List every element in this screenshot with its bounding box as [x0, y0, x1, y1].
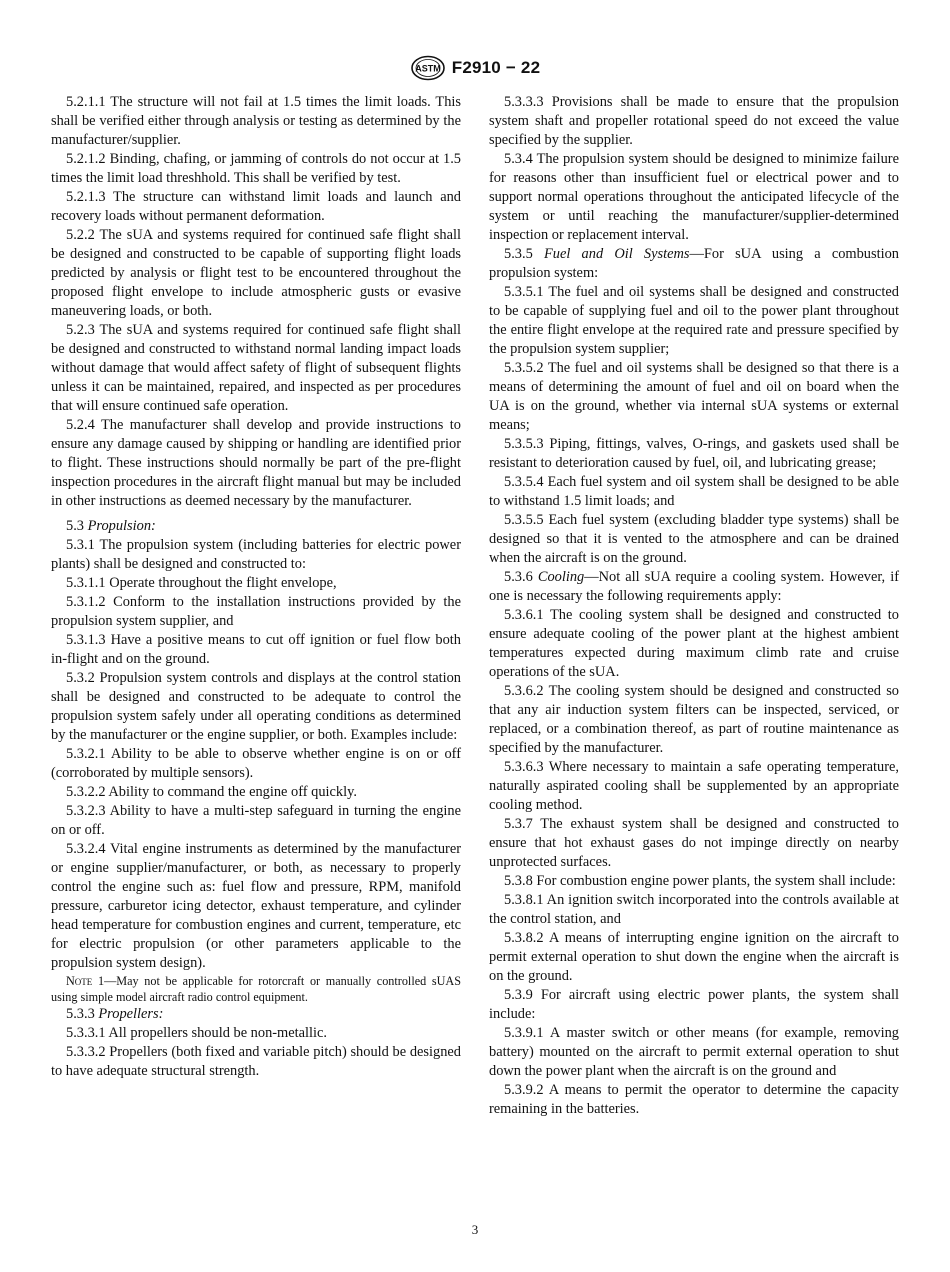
right-column [489, 93, 899, 1119]
clause-text: The exhaust system shall be designed and constructed to ensure that hot exhaust gases do not impinge directly on nearby unprotected surfaces. [489, 816, 899, 870]
clause-text: Ability to have a multi-step safeguard in turning the engine on or off. [51, 803, 461, 838]
clause-number: 5.3.6.2 [504, 683, 544, 699]
clause-5-3-3-3 [489, 93, 899, 150]
clause-text: Binding, chafing, or jamming of controls do not occur at 1.5 times the limit load threshhold. This shall be verified by test. [51, 151, 461, 186]
clause-5-2-4 [51, 416, 461, 511]
clause-number: 5.3.3.3 [504, 94, 544, 110]
clause-number: 5.3.5 [504, 246, 533, 262]
clause-5-3-3-2 [51, 1043, 461, 1081]
clause-text: The sUA and systems required for continued safe flight shall be designed and constructed to be capable of supporting flight loads predicted by analysis or flight test to be encountered throughout the proposed flight envelope to include atmospheric gusts or evasive maneuvering loads, or both. [51, 227, 461, 319]
clause-text: Each fuel system (excluding bladder type systems) shall be designed so that it is vented to the atmosphere and can be drained when the aircraft is on the ground. [489, 512, 899, 566]
clause-5-3-1 [51, 536, 461, 574]
clause-text: The structure can withstand limit loads and launch and recovery loads without permanent deformation. [51, 189, 461, 224]
clause-text: Provisions shall be made to ensure that the propulsion system shaft and propeller rotational speed do not exceed the value specified by the supplier. [489, 94, 899, 148]
clause-5-3-8-1 [489, 891, 899, 929]
clause-text: The cooling system should be designed and constructed so that any air induction system filters can be inspected, serviced, or replaced, or a combination thereof, as part of routine maintenance as specified by the manufacturer. [489, 683, 899, 756]
clause-number: 5.3.5.2 [504, 360, 544, 376]
clause-number: 5.2.1.2 [66, 151, 106, 167]
clause-text: For aircraft using electric power plants, the system shall include: [489, 987, 899, 1022]
clause-text: —For sUA using a combustion propulsion system: [489, 246, 899, 281]
clause-5-3-1-1 [51, 574, 461, 593]
clause-text: A master switch or other means (for example, removing battery) mounted on the aircraft to permit external operation to shut down the power plant when the aircraft is on the ground and [489, 1025, 899, 1079]
clause-5-3-5-4 [489, 473, 899, 511]
clause-text: Propellers (both fixed and variable pitch) should be designed to have adequate structural strength. [51, 1044, 461, 1079]
clause-5-2-3 [51, 321, 461, 416]
page-number: 3 [471, 1222, 479, 1237]
clause-5-3-2 [51, 669, 461, 745]
clause-number: 5.3.9 [504, 987, 533, 1003]
clause-text: Ability to command the engine off quickly. [108, 784, 357, 800]
clause-text: Conform to the installation instructions provided by the propulsion system supplier, and [51, 594, 461, 629]
clause-text: —Not all sUA require a cooling system. However, if one is necessary the following requirements apply: [489, 569, 899, 604]
clause-text: The cooling system shall be designed and constructed to ensure adequate cooling of the power plant at the highest ambient temperatures expected during maximum climb rate and cruise operations of the sUA. [489, 607, 899, 680]
page-header [0, 55, 950, 81]
clause-heading: Propulsion: [87, 518, 156, 534]
svg-text:ASTM: ASTM [415, 63, 441, 74]
clause-number: 5.3.8.2 [504, 930, 544, 946]
clause-5-3-2-3 [51, 802, 461, 840]
clause-5-3-7 [489, 815, 899, 872]
clause-number: 5.3.5.4 [504, 474, 544, 490]
note-text: —May not be applicable for rotorcraft or manually controlled sUAS using simple model aircraft radio control equipment. [51, 974, 461, 1004]
clause-number: 5.3.2.3 [66, 803, 106, 819]
clause-5-3-1-3 [51, 631, 461, 669]
clause-number: 5.2.1.3 [66, 189, 106, 205]
clause-number: 5.3.6 [504, 569, 533, 585]
clause-number: 5.3.8 [504, 873, 533, 889]
clause-5-3-8-2 [489, 929, 899, 986]
clause-number: 5.3.7 [504, 816, 533, 832]
clause-5-3-5-5 [489, 511, 899, 568]
clause-number: 5.3.1.1 [66, 575, 106, 591]
clause-text: A means of interrupting engine ignition on the aircraft to permit external operation to shut down the engine when the aircraft is on the ground. [489, 930, 899, 984]
clause-5-3-5-1 [489, 283, 899, 359]
clause-number: 5.2.1.1 [66, 94, 106, 110]
clause-number: 5.3.9.2 [504, 1082, 544, 1098]
clause-number: 5.3.1.2 [66, 594, 106, 610]
clause-5-3-4 [489, 150, 899, 245]
clause-text: Ability to be able to observe whether engine is on or off (corroborated by multiple sensors). [51, 746, 461, 781]
clause-number: 5.3.3.1 [66, 1025, 106, 1041]
clause-text: A means to permit the operator to determine the capacity remaining in the batteries. [489, 1082, 899, 1117]
clause-number: 5.3.2.4 [66, 841, 106, 857]
clause-heading: Propellers: [98, 1006, 164, 1022]
clause-text: Have a positive means to cut off ignition or fuel flow both in-flight and on the ground. [51, 632, 461, 667]
clause-5-3-2-2 [51, 783, 461, 802]
clause-number: 5.3.6.1 [504, 607, 544, 623]
clause-text: The fuel and oil systems shall be designed and constructed to be capable of supplying fuel and oil to the power plant throughout the entire flight envelope at the required rate and pressure specified by the propulsion system supplier; [489, 284, 899, 357]
clause-number: 5.2.4 [66, 417, 95, 433]
clause-number: 5.3.3 [66, 1006, 95, 1022]
clause-5-3-5-3 [489, 435, 899, 473]
clause-number: 5.3.1.3 [66, 632, 106, 648]
clause-5-3-5-2 [489, 359, 899, 435]
clause-5-3-3-1 [51, 1024, 461, 1043]
clause-5-2-1-2 [51, 150, 461, 188]
clause-5-3-6-1 [489, 606, 899, 682]
clause-5-2-1-3 [51, 188, 461, 226]
clause-number: 5.3.2.1 [66, 746, 106, 762]
clause-text: The fuel and oil systems shall be designed so that there is a means of determining the amount of fuel and oil on board when the UA is on the ground, whether via internal sUA systems or external means; [489, 360, 899, 433]
astm-logo-icon [410, 55, 446, 81]
clause-number: 5.2.3 [66, 322, 95, 338]
clause-5-3-9-1 [489, 1024, 899, 1081]
clause-text: Propulsion system controls and displays at the control station shall be designed and constructed to be adequate to control the propulsion system safely under all operating conditions as determined by the manufacturer or the engine supplier, or both. Examples include: [51, 670, 461, 743]
clause-text: The sUA and systems required for continued safe flight shall be designed and constructed to withstand normal landing impact loads without damage that would affect safety of flight of subsequent flights unless it can be maintained, repaired, and inspected as per procedures that will ensure continued safe operation. [51, 322, 461, 414]
clause-number: 5.3.4 [504, 151, 533, 167]
clause-5-3-6-2 [489, 682, 899, 758]
clause-number: 5.3.2.2 [66, 784, 106, 800]
clause-number: 5.3.2 [66, 670, 95, 686]
clause-number: 5.3.8.1 [504, 892, 544, 908]
clause-5-3-2-4 [51, 840, 461, 973]
clause-heading: Fuel and Oil Systems [543, 246, 690, 262]
left-column [51, 93, 461, 1081]
clause-text: Where necessary to maintain a safe operating temperature, naturally aspirated cooling shall be supplemented by an appropriate cooling method. [489, 759, 900, 813]
clause-number: 5.3.6.3 [504, 759, 544, 775]
clause-5-3-6-3 [489, 758, 899, 815]
note-label: Note 1 [66, 974, 105, 988]
clause-number: 5.3 [66, 518, 84, 534]
clause-number: 5.3.1 [66, 537, 95, 553]
clause-5-3-5 [489, 245, 899, 283]
clause-text: The propulsion system should be designed to minimize failure for reasons other than insufficient fuel or electrical power and to support normal operations throughout the anticipated lifecycle of the system or until reaching the manufacturer/supplier-determined inspection or replacement interval. [489, 151, 899, 243]
clause-text: Each fuel system and oil system shall be designed to be able to withstand 1.5 limit loads; and [489, 474, 899, 509]
clause-text: Operate throughout the flight envelope, [109, 575, 337, 591]
clause-5-3-3 [51, 1005, 461, 1024]
clause-5-3-2-1 [51, 745, 461, 783]
clause-text: All propellers should be non-metallic. [108, 1025, 327, 1041]
clause-number: 5.2.2 [66, 227, 95, 243]
document-id: F2910 − 22 [451, 58, 541, 77]
clause-5-3-6 [489, 568, 899, 606]
clause-text: The propulsion system (including batteries for electric power plants) shall be designed and constructed to: [51, 537, 461, 572]
clause-number: 5.3.3.2 [66, 1044, 106, 1060]
clause-5-3-1-2 [51, 593, 461, 631]
clause-5-3-9 [489, 986, 899, 1024]
clause-5-3-8 [489, 872, 899, 891]
clause-text: The manufacturer shall develop and provide instructions to ensure any damage caused by shipping or handling are identified prior to flight. These instructions should normally be part of the pre-flight inspection procedures in the aircraft flight manual but may be included in other instructions as deemed necessary by the manufacturer. [51, 417, 461, 509]
note-1 [51, 973, 461, 1005]
clause-number: 5.3.9.1 [504, 1025, 544, 1041]
clause-5-2-2 [51, 226, 461, 321]
clause-text: The structure will not fail at 1.5 times the limit loads. This shall be verified either through analysis or testing as determined by the manufacturer/supplier. [51, 94, 461, 148]
clause-number: 5.3.5.3 [504, 436, 544, 452]
clause-text: Vital engine instruments as determined by the manufacturer or engine supplier/manufacturer, or both, as necessary to properly control the engine such as: fuel flow and pressure, RPM, manifold pressure, carburetor icing detector, exhaust temperature, and cylinder head temperature for combustion engines and current, temperature, etc for electric propulsion (or other parameters applicable to the propulsion system design). [51, 841, 462, 971]
clause-heading: Cooling [537, 569, 585, 585]
clause-5-3 [51, 517, 461, 536]
clause-text: For combustion engine power plants, the system shall include: [536, 873, 896, 889]
clause-number: 5.3.5.5 [504, 512, 544, 528]
clause-5-3-9-2 [489, 1081, 899, 1119]
clause-text: Piping, fittings, valves, O-rings, and gaskets used shall be resistant to deterioration caused by fuel, oil, and lubricating grease; [489, 436, 899, 471]
clause-text: An ignition switch incorporated into the controls available at the control station, and [489, 892, 899, 927]
clause-number: 5.3.5.1 [504, 284, 544, 300]
clause-5-2-1-1 [51, 93, 461, 150]
